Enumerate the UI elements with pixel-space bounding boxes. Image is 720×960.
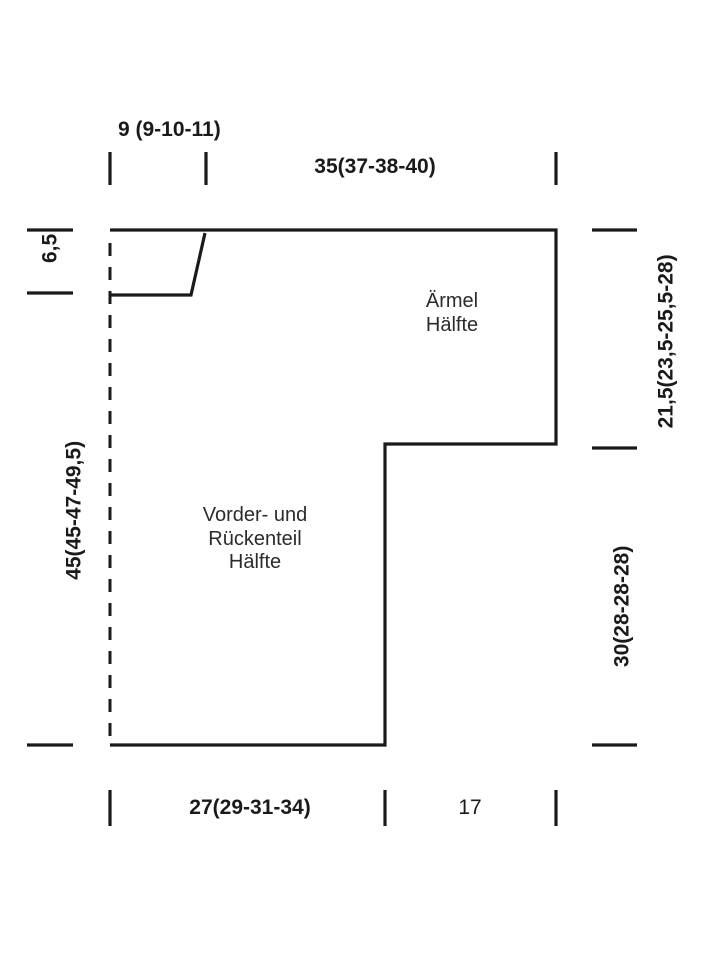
label-piece-body-line2: Rückenteil: [208, 527, 302, 550]
label-piece-body-line3: Hälfte: [228, 551, 282, 574]
label-left-body-length: 45(45-47-49,5): [62, 440, 86, 580]
label-piece-sleeve: [372, 290, 532, 337]
label-right-body-length: 30(28-28-28): [610, 545, 634, 668]
label-piece-sleeve-line1: Ärmel: [425, 290, 479, 312]
label-top-shoulder-width: 9 (9-10-11): [118, 118, 221, 141]
label-piece-sleeve-line2: Hälfte: [425, 313, 479, 336]
label-piece-body-line1: Vorder- und: [202, 504, 308, 526]
label-top-sleeve-width: 35(37-38-40): [314, 155, 436, 178]
label-piece-body: [160, 504, 350, 575]
label-bottom-sleeve-width: 17: [458, 796, 482, 819]
label-bottom-body-width: 27(29-31-34): [189, 796, 311, 819]
label-right-sleeve-depth: 21,5(23,5-25,5-28): [654, 254, 678, 429]
label-left-neck-depth: 6,5: [38, 233, 62, 263]
